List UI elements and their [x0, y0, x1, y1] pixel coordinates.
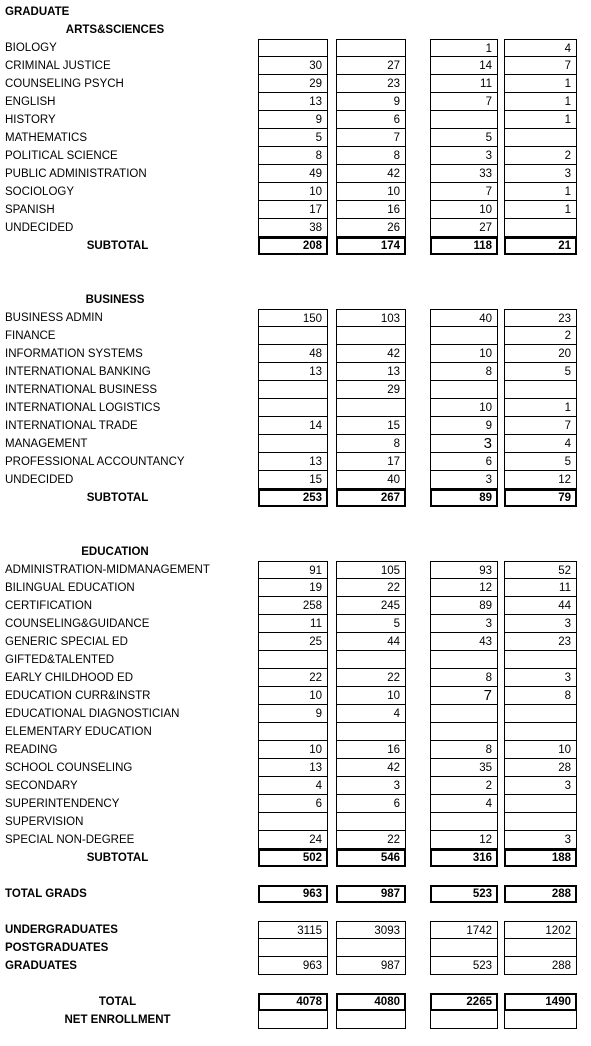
value-cell-col-1: 24	[258, 831, 328, 849]
value-cell-col-2: 40	[336, 471, 406, 489]
value-cell-col-3	[430, 111, 498, 129]
value-cell-col-2: 245	[336, 597, 406, 615]
value-cell-col-3: 2265	[430, 993, 498, 1011]
row-label: UNDECIDED	[5, 474, 74, 486]
table-row	[0, 417, 591, 435]
value-cell-col-2: 4080	[336, 993, 406, 1011]
row-label: PUBLIC ADMINISTRATION	[5, 168, 147, 180]
table-row	[0, 147, 591, 165]
value-cell-col-1: 22	[258, 669, 328, 687]
value-cell-col-2	[336, 1011, 406, 1029]
value-cell-col-1: 253	[258, 489, 328, 507]
value-cell-col-1: 25	[258, 633, 328, 651]
page-title: GRADUATE	[5, 6, 70, 18]
value-cell-col-2: 3093	[336, 921, 406, 939]
value-cell-col-1: 9	[258, 111, 328, 129]
value-cell-col-3: 33	[430, 165, 498, 183]
value-cell-col-4	[504, 219, 577, 237]
table-row	[0, 669, 591, 687]
value-cell-col-1: 11	[258, 615, 328, 633]
value-cell-col-2: 17	[336, 453, 406, 471]
table-row	[0, 327, 591, 345]
value-cell-col-4	[504, 795, 577, 813]
value-cell-col-4: 1	[504, 201, 577, 219]
value-cell-col-2	[336, 327, 406, 345]
value-cell-col-4: 12	[504, 471, 577, 489]
value-cell-col-2: 22	[336, 669, 406, 687]
value-cell-col-3: 93	[430, 561, 498, 579]
value-cell-col-4: 1	[504, 93, 577, 111]
table-row	[0, 93, 591, 111]
table-row	[0, 471, 591, 489]
value-cell-col-3: 7	[430, 183, 498, 201]
value-cell-col-1: 13	[258, 363, 328, 381]
value-cell-col-4: 23	[504, 309, 577, 327]
value-cell-col-3: 89	[430, 489, 498, 507]
value-cell-col-4: 7	[504, 57, 577, 75]
value-cell-col-3: 3	[430, 615, 498, 633]
row-label: MATHEMATICS	[5, 132, 87, 144]
value-cell-col-4	[504, 939, 577, 957]
table-row	[0, 111, 591, 129]
net-enrollment-label: NET ENROLLMENT	[64, 1014, 171, 1026]
value-cell-col-3	[430, 1011, 498, 1029]
table-row	[0, 75, 591, 93]
value-cell-col-1	[258, 651, 328, 669]
value-cell-col-1: 5	[258, 129, 328, 147]
value-cell-col-4	[504, 129, 577, 147]
table-row	[0, 633, 591, 651]
value-cell-col-4: 3	[504, 831, 577, 849]
subtotal-label: SUBTOTAL	[86, 240, 149, 252]
row-label: SOCIOLOGY	[5, 186, 75, 198]
subtotal-label: SUBTOTAL	[86, 852, 149, 864]
value-cell-col-2: 10	[336, 183, 406, 201]
value-cell-col-4: 3	[504, 777, 577, 795]
value-cell-col-3	[430, 723, 498, 741]
value-cell-col-2: 23	[336, 75, 406, 93]
value-cell-col-4: 28	[504, 759, 577, 777]
total-row	[0, 993, 591, 1011]
row-label: INFORMATION SYSTEMS	[5, 348, 143, 360]
value-cell-col-4: 2	[504, 147, 577, 165]
value-cell-col-2: 3	[336, 777, 406, 795]
value-cell-col-3: 35	[430, 759, 498, 777]
value-cell-col-1: 9	[258, 705, 328, 723]
total-grads-row	[0, 885, 591, 903]
value-cell-col-2: 16	[336, 201, 406, 219]
table-row	[0, 435, 591, 453]
value-cell-col-4: 7	[504, 417, 577, 435]
row-label: GIFTED&TALENTED	[5, 654, 115, 666]
value-cell-col-3: 11	[430, 75, 498, 93]
value-cell-col-3	[430, 939, 498, 957]
value-cell-col-1	[258, 381, 328, 399]
value-cell-col-4	[504, 651, 577, 669]
value-cell-col-3: 7	[430, 93, 498, 111]
row-label: SUPERVISION	[5, 816, 84, 828]
value-cell-col-4: 188	[504, 849, 577, 867]
table-row	[0, 597, 591, 615]
value-cell-col-3: 12	[430, 579, 498, 597]
value-cell-col-1	[258, 399, 328, 417]
row-label: FINANCE	[5, 330, 56, 342]
value-cell-col-1	[258, 435, 328, 453]
row-label: CRIMINAL JUSTICE	[5, 60, 111, 72]
row-label: CERTIFICATION	[5, 600, 93, 612]
value-cell-col-2: 42	[336, 345, 406, 363]
value-cell-col-1	[258, 1011, 328, 1029]
total-label: TOTAL	[98, 996, 137, 1008]
value-cell-col-2: 7	[336, 129, 406, 147]
row-label: ELEMENTARY EDUCATION	[5, 726, 152, 738]
value-cell-col-3: 9	[430, 417, 498, 435]
value-cell-col-4: 5	[504, 453, 577, 471]
value-cell-col-1	[258, 39, 328, 57]
table-row	[0, 399, 591, 417]
table-row	[0, 381, 591, 399]
value-cell-col-2: 6	[336, 111, 406, 129]
row-label: COUNSELING&GUIDANCE	[5, 618, 150, 630]
value-cell-col-4: 3	[504, 165, 577, 183]
subtotal-row	[0, 237, 591, 255]
row-label: INTERNATIONAL TRADE	[5, 420, 138, 432]
value-cell-col-4: 1	[504, 399, 577, 417]
value-cell-col-1	[258, 813, 328, 831]
value-cell-col-1: 29	[258, 75, 328, 93]
table-row	[0, 561, 591, 579]
row-label: UNDECIDED	[5, 222, 74, 234]
value-cell-col-3	[430, 381, 498, 399]
value-cell-col-3: 14	[430, 57, 498, 75]
subtotal-row	[0, 849, 591, 867]
value-cell-col-2: 15	[336, 417, 406, 435]
value-cell-col-4: 4	[504, 39, 577, 57]
value-cell-col-4: 1	[504, 111, 577, 129]
value-cell-col-1: 15	[258, 471, 328, 489]
summary-row	[0, 957, 591, 975]
value-cell-col-3: 40	[430, 309, 498, 327]
value-cell-col-3: 12	[430, 831, 498, 849]
table-row	[0, 777, 591, 795]
value-cell-col-1: 13	[258, 93, 328, 111]
row-label: POSTGRADUATES	[5, 942, 109, 954]
table-row	[0, 201, 591, 219]
value-cell-col-4: 288	[504, 885, 577, 903]
value-cell-col-2	[336, 399, 406, 417]
value-cell-col-2: 987	[336, 885, 406, 903]
value-cell-col-3: 10	[430, 399, 498, 417]
table-row	[0, 759, 591, 777]
value-cell-col-2: 29	[336, 381, 406, 399]
value-cell-col-3: 10	[430, 345, 498, 363]
row-label: EDUCATION CURR&INSTR	[5, 690, 151, 702]
value-cell-col-3: 3	[430, 435, 498, 453]
value-cell-col-3: 2	[430, 777, 498, 795]
value-cell-col-2: 6	[336, 795, 406, 813]
value-cell-col-2: 42	[336, 759, 406, 777]
value-cell-col-3: 5	[430, 129, 498, 147]
value-cell-col-3: 6	[430, 453, 498, 471]
value-cell-col-4: 52	[504, 561, 577, 579]
value-cell-col-1: 19	[258, 579, 328, 597]
value-cell-col-1: 258	[258, 597, 328, 615]
value-cell-col-3: 3	[430, 471, 498, 489]
section-header	[0, 543, 591, 561]
subtotal-label: SUBTOTAL	[86, 492, 149, 504]
table-row	[0, 831, 591, 849]
table-row	[0, 813, 591, 831]
value-cell-col-2: 987	[336, 957, 406, 975]
value-cell-col-1: 4	[258, 777, 328, 795]
value-cell-col-3: 89	[430, 597, 498, 615]
value-cell-col-2: 267	[336, 489, 406, 507]
value-cell-col-2: 27	[336, 57, 406, 75]
value-cell-col-2: 174	[336, 237, 406, 255]
value-cell-col-4	[504, 1011, 577, 1029]
value-cell-col-4: 21	[504, 237, 577, 255]
value-cell-col-3	[430, 327, 498, 345]
table-row	[0, 453, 591, 471]
value-cell-col-1: 10	[258, 741, 328, 759]
value-cell-col-2: 9	[336, 93, 406, 111]
value-cell-col-2: 5	[336, 615, 406, 633]
row-label: BILINGUAL EDUCATION	[5, 582, 135, 594]
value-cell-col-2: 8	[336, 147, 406, 165]
row-label: PROFESSIONAL ACCOUNTANCY	[5, 456, 185, 468]
value-cell-col-2: 546	[336, 849, 406, 867]
row-label: SPECIAL NON-DEGREE	[5, 834, 135, 846]
value-cell-col-3: 8	[430, 669, 498, 687]
value-cell-col-3: 10	[430, 201, 498, 219]
row-label: INTERNATIONAL BANKING	[5, 366, 151, 378]
value-cell-col-4: 79	[504, 489, 577, 507]
value-cell-col-3	[430, 651, 498, 669]
value-cell-col-3: 523	[430, 885, 498, 903]
value-cell-col-1: 6	[258, 795, 328, 813]
row-label: GENERIC SPECIAL ED	[5, 636, 128, 648]
value-cell-col-4	[504, 813, 577, 831]
section-title: EDUCATION	[81, 546, 149, 558]
value-cell-col-1: 14	[258, 417, 328, 435]
row-label: POLITICAL SCIENCE	[5, 150, 118, 162]
value-cell-col-2: 22	[336, 831, 406, 849]
value-cell-col-2	[336, 651, 406, 669]
table-row	[0, 741, 591, 759]
table-row	[0, 39, 591, 57]
total-grads-label: TOTAL GRADS	[5, 888, 87, 900]
value-cell-col-4: 3	[504, 615, 577, 633]
value-cell-col-2: 103	[336, 309, 406, 327]
value-cell-col-1: 3115	[258, 921, 328, 939]
value-cell-col-2: 13	[336, 363, 406, 381]
row-label: EARLY CHILDHOOD ED	[5, 672, 134, 684]
table-row	[0, 309, 591, 327]
row-label: BUSINESS ADMIN	[5, 312, 103, 324]
value-cell-col-1: 150	[258, 309, 328, 327]
value-cell-col-4: 3	[504, 669, 577, 687]
value-cell-col-3: 316	[430, 849, 498, 867]
row-label: COUNSELING PSYCH	[5, 78, 124, 90]
table-row	[0, 723, 591, 741]
table-row	[0, 579, 591, 597]
section-title: BUSINESS	[85, 294, 145, 306]
value-cell-col-2: 10	[336, 687, 406, 705]
row-label: EDUCATIONAL DIAGNOSTICIAN	[5, 708, 180, 720]
value-cell-col-1	[258, 939, 328, 957]
value-cell-col-1: 13	[258, 759, 328, 777]
summary-row	[0, 939, 591, 957]
value-cell-col-4: 1	[504, 183, 577, 201]
table-row	[0, 615, 591, 633]
table-row	[0, 165, 591, 183]
section-title: ARTS&SCIENCES	[65, 24, 165, 36]
value-cell-col-4	[504, 381, 577, 399]
value-cell-col-4: 1490	[504, 993, 577, 1011]
value-cell-col-3: 523	[430, 957, 498, 975]
value-cell-col-4: 1	[504, 75, 577, 93]
row-label: SCHOOL COUNSELING	[5, 762, 133, 774]
table-row	[0, 705, 591, 723]
value-cell-col-2	[336, 39, 406, 57]
subtotal-row	[0, 489, 591, 507]
net-enrollment-row	[0, 1011, 591, 1029]
row-label: SECONDARY	[5, 780, 78, 792]
value-cell-col-3: 1	[430, 39, 498, 57]
value-cell-col-3: 43	[430, 633, 498, 651]
page-title-row	[0, 3, 591, 21]
value-cell-col-3: 4	[430, 795, 498, 813]
value-cell-col-1: 30	[258, 57, 328, 75]
row-label: UNDERGRADUATES	[5, 924, 118, 936]
table-row	[0, 795, 591, 813]
table-row	[0, 129, 591, 147]
value-cell-col-1: 48	[258, 345, 328, 363]
value-cell-col-2: 44	[336, 633, 406, 651]
value-cell-col-2: 16	[336, 741, 406, 759]
row-label: ADMINISTRATION-MIDMANAGEMENT	[5, 564, 210, 576]
value-cell-col-2	[336, 813, 406, 831]
value-cell-col-4	[504, 723, 577, 741]
value-cell-col-3: 3	[430, 147, 498, 165]
value-cell-col-3: 118	[430, 237, 498, 255]
summary-row	[0, 921, 591, 939]
value-cell-col-3: 27	[430, 219, 498, 237]
value-cell-col-4	[504, 705, 577, 723]
value-cell-col-1: 10	[258, 183, 328, 201]
row-label: GRADUATES	[5, 960, 77, 972]
value-cell-col-3: 8	[430, 741, 498, 759]
value-cell-col-4: 11	[504, 579, 577, 597]
value-cell-col-4: 20	[504, 345, 577, 363]
value-cell-col-4: 10	[504, 741, 577, 759]
value-cell-col-2: 26	[336, 219, 406, 237]
table-row	[0, 219, 591, 237]
row-label: INTERNATIONAL LOGISTICS	[5, 402, 161, 414]
value-cell-col-1: 49	[258, 165, 328, 183]
value-cell-col-4: 1202	[504, 921, 577, 939]
value-cell-col-1	[258, 327, 328, 345]
table-row	[0, 651, 591, 669]
row-label: SPANISH	[5, 204, 55, 216]
value-cell-col-2: 8	[336, 435, 406, 453]
table-row	[0, 687, 591, 705]
value-cell-col-4: 2	[504, 327, 577, 345]
value-cell-col-2: 105	[336, 561, 406, 579]
value-cell-col-4: 5	[504, 363, 577, 381]
table-row	[0, 363, 591, 381]
value-cell-col-2	[336, 939, 406, 957]
value-cell-col-1: 4078	[258, 993, 328, 1011]
value-cell-col-3: 7	[430, 687, 498, 705]
value-cell-col-3	[430, 705, 498, 723]
table-row	[0, 57, 591, 75]
section-header	[0, 21, 591, 39]
row-label: READING	[5, 744, 58, 756]
value-cell-col-1: 17	[258, 201, 328, 219]
table-row	[0, 345, 591, 363]
value-cell-col-2: 4	[336, 705, 406, 723]
value-cell-col-2: 42	[336, 165, 406, 183]
value-cell-col-1: 13	[258, 453, 328, 471]
value-cell-col-3	[430, 813, 498, 831]
row-label: INTERNATIONAL BUSINESS	[5, 384, 158, 396]
value-cell-col-4: 8	[504, 687, 577, 705]
value-cell-col-1: 963	[258, 885, 328, 903]
value-cell-col-1: 38	[258, 219, 328, 237]
value-cell-col-1: 502	[258, 849, 328, 867]
value-cell-col-1: 10	[258, 687, 328, 705]
value-cell-col-2	[336, 723, 406, 741]
value-cell-col-1: 91	[258, 561, 328, 579]
value-cell-col-3: 1742	[430, 921, 498, 939]
value-cell-col-4: 4	[504, 435, 577, 453]
row-label: ENGLISH	[5, 96, 56, 108]
value-cell-col-4: 23	[504, 633, 577, 651]
section-header	[0, 291, 591, 309]
row-label: SUPERINTENDENCY	[5, 798, 120, 810]
row-label: BIOLOGY	[5, 42, 57, 54]
value-cell-col-3: 8	[430, 363, 498, 381]
value-cell-col-4: 288	[504, 957, 577, 975]
table-row	[0, 183, 591, 201]
row-label: HISTORY	[5, 114, 56, 126]
value-cell-col-4: 44	[504, 597, 577, 615]
value-cell-col-1: 208	[258, 237, 328, 255]
value-cell-col-1	[258, 723, 328, 741]
value-cell-col-1: 8	[258, 147, 328, 165]
row-label: MANAGEMENT	[5, 438, 88, 450]
value-cell-col-1: 963	[258, 957, 328, 975]
value-cell-col-2: 22	[336, 579, 406, 597]
